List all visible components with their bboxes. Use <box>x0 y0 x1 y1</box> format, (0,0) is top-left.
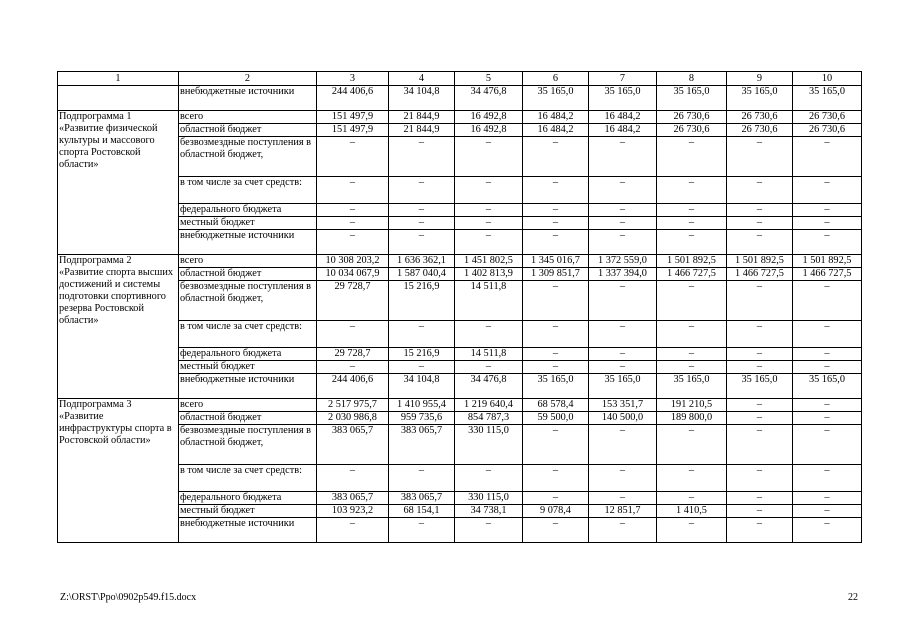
value-cell: – <box>793 177 862 204</box>
value-cell: 1 466 727,5 <box>793 268 862 281</box>
table-row <box>58 255 862 268</box>
value-cell: 383 065,7 <box>317 492 389 505</box>
value-cell: 35 165,0 <box>793 86 862 111</box>
value-cell: 12 851,7 <box>589 505 657 518</box>
funding-source-cell: внебюджетные источники <box>179 86 317 111</box>
value-cell: – <box>589 465 657 492</box>
funding-source-cell: местный бюджет <box>179 505 317 518</box>
value-cell: – <box>523 281 589 321</box>
value-cell: 383 065,7 <box>317 425 389 465</box>
value-cell: – <box>589 425 657 465</box>
funding-source-cell: областной бюджет <box>179 268 317 281</box>
value-cell: – <box>523 465 589 492</box>
funding-source-cell: безвозмездные поступления в областной бюджет, <box>179 137 317 177</box>
table-row <box>58 111 862 124</box>
value-cell: – <box>389 204 455 217</box>
value-cell: 244 406,6 <box>317 86 389 111</box>
funding-source-cell: областной бюджет <box>179 412 317 425</box>
value-cell: 26 730,6 <box>657 124 727 137</box>
value-cell: 34 476,8 <box>455 86 523 111</box>
value-cell: 34 738,1 <box>455 505 523 518</box>
value-cell: – <box>657 204 727 217</box>
value-cell: 16 484,2 <box>589 124 657 137</box>
value-cell: 1 587 040,4 <box>389 268 455 281</box>
value-cell: 1 410 955,4 <box>389 399 455 412</box>
value-cell: – <box>523 177 589 204</box>
value-cell: 35 165,0 <box>523 374 589 399</box>
value-cell: – <box>523 217 589 230</box>
table-row <box>58 217 862 230</box>
value-cell: – <box>793 321 862 348</box>
value-cell: 26 730,6 <box>657 111 727 124</box>
value-cell: 1 309 851,7 <box>523 268 589 281</box>
funding-source-cell: в том числе за счет средств: <box>179 177 317 204</box>
table-row <box>58 281 862 321</box>
value-cell: – <box>589 518 657 543</box>
value-cell: – <box>727 217 793 230</box>
header-row <box>58 72 862 86</box>
value-cell: – <box>727 137 793 177</box>
value-cell: 151 497,9 <box>317 124 389 137</box>
value-cell: 14 511,8 <box>455 281 523 321</box>
value-cell: – <box>657 217 727 230</box>
value-cell: 330 115,0 <box>455 425 523 465</box>
value-cell: – <box>657 361 727 374</box>
value-cell: – <box>727 177 793 204</box>
column-header: 8 <box>657 72 727 86</box>
value-cell: 68 154,1 <box>389 505 455 518</box>
column-header: 7 <box>589 72 657 86</box>
value-cell: – <box>657 281 727 321</box>
value-cell: – <box>793 348 862 361</box>
funding-source-cell: областной бюджет <box>179 124 317 137</box>
value-cell: – <box>389 177 455 204</box>
column-header: 3 <box>317 72 389 86</box>
value-cell: – <box>523 425 589 465</box>
subprogram-title-cell: Подпрограмма 2 «Развитие спорта высших достижений и системы подготовки спортивного резерва Ростовской области» <box>58 255 179 399</box>
value-cell: 189 800,0 <box>657 412 727 425</box>
value-cell: – <box>793 412 862 425</box>
value-cell: 35 165,0 <box>727 374 793 399</box>
value-cell: – <box>317 217 389 230</box>
value-cell: 383 065,7 <box>389 425 455 465</box>
value-cell: – <box>389 321 455 348</box>
value-cell: – <box>727 230 793 255</box>
value-cell: 68 578,4 <box>523 399 589 412</box>
value-cell: – <box>727 361 793 374</box>
value-cell: – <box>317 465 389 492</box>
value-cell: – <box>589 137 657 177</box>
value-cell: 29 728,7 <box>317 281 389 321</box>
value-cell: 26 730,6 <box>727 124 793 137</box>
value-cell: – <box>317 230 389 255</box>
value-cell: 16 484,2 <box>523 124 589 137</box>
value-cell: – <box>317 177 389 204</box>
value-cell: – <box>793 465 862 492</box>
value-cell: 1 466 727,5 <box>727 268 793 281</box>
column-header: 4 <box>389 72 455 86</box>
table-row <box>58 177 862 204</box>
value-cell: – <box>455 465 523 492</box>
table-row <box>58 374 862 399</box>
funding-source-cell: в том числе за счет средств: <box>179 321 317 348</box>
table-row <box>58 230 862 255</box>
value-cell: – <box>389 230 455 255</box>
subprogram-title-cell: Подпрограмма 3 «Развитие инфраструктуры спорта в Ростовской области» <box>58 399 179 543</box>
table-row <box>58 518 862 543</box>
funding-source-cell: местный бюджет <box>179 217 317 230</box>
value-cell: – <box>793 281 862 321</box>
value-cell: – <box>657 137 727 177</box>
table-body <box>58 72 862 543</box>
funding-source-cell: внебюджетные источники <box>179 374 317 399</box>
value-cell: – <box>589 217 657 230</box>
value-cell: – <box>727 412 793 425</box>
value-cell: 330 115,0 <box>455 492 523 505</box>
table-row <box>58 361 862 374</box>
value-cell: – <box>523 321 589 348</box>
value-cell: – <box>793 505 862 518</box>
value-cell: – <box>657 177 727 204</box>
value-cell: 35 165,0 <box>523 86 589 111</box>
value-cell: 153 351,7 <box>589 399 657 412</box>
footer-page-number: 22 <box>848 592 858 603</box>
table-row <box>58 399 862 412</box>
table-row <box>58 268 862 281</box>
value-cell: 1 219 640,4 <box>455 399 523 412</box>
value-cell: – <box>455 177 523 204</box>
value-cell: – <box>727 321 793 348</box>
value-cell: – <box>389 518 455 543</box>
value-cell: 16 492,8 <box>455 124 523 137</box>
value-cell: – <box>657 518 727 543</box>
value-cell: – <box>317 361 389 374</box>
funding-source-cell: федерального бюджета <box>179 348 317 361</box>
value-cell: – <box>727 465 793 492</box>
value-cell: – <box>389 217 455 230</box>
value-cell: 140 500,0 <box>589 412 657 425</box>
funding-source-cell: местный бюджет <box>179 361 317 374</box>
value-cell: 15 216,9 <box>389 348 455 361</box>
value-cell: – <box>389 137 455 177</box>
column-header: 2 <box>179 72 317 86</box>
table-row <box>58 348 862 361</box>
funding-source-cell: всего <box>179 399 317 412</box>
value-cell: – <box>523 348 589 361</box>
value-cell: – <box>727 425 793 465</box>
value-cell: – <box>455 321 523 348</box>
value-cell: – <box>793 518 862 543</box>
funding-source-cell: безвозмездные поступления в областной бюджет, <box>179 281 317 321</box>
value-cell: 9 078,4 <box>523 505 589 518</box>
value-cell: 1 402 813,9 <box>455 268 523 281</box>
funding-source-cell: федерального бюджета <box>179 492 317 505</box>
value-cell: 26 730,6 <box>793 111 862 124</box>
value-cell: 35 165,0 <box>727 86 793 111</box>
value-cell: – <box>589 361 657 374</box>
value-cell: – <box>589 492 657 505</box>
value-cell: 21 844,9 <box>389 111 455 124</box>
value-cell: 14 511,8 <box>455 348 523 361</box>
table-row <box>58 204 862 217</box>
value-cell: 35 165,0 <box>793 374 862 399</box>
value-cell: – <box>727 204 793 217</box>
table-row <box>58 492 862 505</box>
empty-cell <box>58 86 179 111</box>
value-cell: – <box>793 492 862 505</box>
value-cell: – <box>317 204 389 217</box>
value-cell: – <box>589 321 657 348</box>
value-cell: – <box>389 361 455 374</box>
funding-source-cell: всего <box>179 255 317 268</box>
value-cell: – <box>657 321 727 348</box>
value-cell: – <box>657 230 727 255</box>
value-cell: – <box>389 465 455 492</box>
value-cell: – <box>793 230 862 255</box>
value-cell: – <box>317 137 389 177</box>
value-cell: 16 484,2 <box>523 111 589 124</box>
funding-source-cell: безвозмездные поступления в областной бюджет, <box>179 425 317 465</box>
value-cell: – <box>589 230 657 255</box>
value-cell: – <box>589 348 657 361</box>
value-cell: 1 451 802,5 <box>455 255 523 268</box>
value-cell: 1 636 362,1 <box>389 255 455 268</box>
value-cell: 35 165,0 <box>657 86 727 111</box>
value-cell: – <box>523 204 589 217</box>
value-cell: 2 517 975,7 <box>317 399 389 412</box>
value-cell: 26 730,6 <box>727 111 793 124</box>
value-cell: – <box>317 518 389 543</box>
value-cell: 10 034 067,9 <box>317 268 389 281</box>
value-cell: 103 923,2 <box>317 505 389 518</box>
column-header: 9 <box>727 72 793 86</box>
value-cell: – <box>793 361 862 374</box>
value-cell: 21 844,9 <box>389 124 455 137</box>
value-cell: 244 406,6 <box>317 374 389 399</box>
funding-source-cell: в том числе за счет средств: <box>179 465 317 492</box>
value-cell: – <box>727 505 793 518</box>
value-cell: 1 501 892,5 <box>727 255 793 268</box>
table-row <box>58 137 862 177</box>
value-cell: 2 030 986,8 <box>317 412 389 425</box>
value-cell: 34 476,8 <box>455 374 523 399</box>
value-cell: – <box>455 204 523 217</box>
table-row <box>58 425 862 465</box>
value-cell: – <box>793 137 862 177</box>
value-cell: – <box>657 425 727 465</box>
value-cell: – <box>727 399 793 412</box>
value-cell: 15 216,9 <box>389 281 455 321</box>
value-cell: – <box>317 321 389 348</box>
value-cell: 35 165,0 <box>657 374 727 399</box>
value-cell: – <box>657 348 727 361</box>
value-cell: – <box>727 492 793 505</box>
value-cell: 16 484,2 <box>589 111 657 124</box>
value-cell: 59 500,0 <box>523 412 589 425</box>
funding-source-cell: всего <box>179 111 317 124</box>
value-cell: 16 492,8 <box>455 111 523 124</box>
column-header: 6 <box>523 72 589 86</box>
funding-source-cell: внебюджетные источники <box>179 518 317 543</box>
column-header: 10 <box>793 72 862 86</box>
value-cell: 959 735,6 <box>389 412 455 425</box>
value-cell: 1 410,5 <box>657 505 727 518</box>
value-cell: – <box>793 425 862 465</box>
footer-file-path: Z:\ORST\Ppo\0902p549.f15.docx <box>60 592 197 603</box>
column-header: 5 <box>455 72 523 86</box>
value-cell: – <box>455 230 523 255</box>
value-cell: 854 787,3 <box>455 412 523 425</box>
table-row <box>58 124 862 137</box>
value-cell: 10 308 203,2 <box>317 255 389 268</box>
value-cell: 151 497,9 <box>317 111 389 124</box>
value-cell: – <box>523 137 589 177</box>
funding-source-cell: федерального бюджета <box>179 204 317 217</box>
column-header: 1 <box>58 72 179 86</box>
value-cell: – <box>589 177 657 204</box>
value-cell: – <box>657 465 727 492</box>
table-row <box>58 321 862 348</box>
value-cell: – <box>727 281 793 321</box>
value-cell: – <box>523 518 589 543</box>
value-cell: 29 728,7 <box>317 348 389 361</box>
value-cell: 1 501 892,5 <box>657 255 727 268</box>
value-cell: 191 210,5 <box>657 399 727 412</box>
value-cell: – <box>793 399 862 412</box>
table-row <box>58 412 862 425</box>
funding-source-cell: внебюджетные источники <box>179 230 317 255</box>
value-cell: 34 104,8 <box>389 86 455 111</box>
value-cell: 383 065,7 <box>389 492 455 505</box>
value-cell: – <box>589 204 657 217</box>
value-cell: – <box>523 230 589 255</box>
value-cell: – <box>455 518 523 543</box>
value-cell: – <box>793 217 862 230</box>
value-cell: 26 730,6 <box>793 124 862 137</box>
value-cell: – <box>455 137 523 177</box>
value-cell: – <box>727 348 793 361</box>
value-cell: – <box>523 361 589 374</box>
table-row <box>58 505 862 518</box>
value-cell: 1 501 892,5 <box>793 255 862 268</box>
table-row <box>58 465 862 492</box>
value-cell: 35 165,0 <box>589 374 657 399</box>
table-row <box>58 86 862 111</box>
value-cell: – <box>657 492 727 505</box>
value-cell: 34 104,8 <box>389 374 455 399</box>
value-cell: – <box>523 492 589 505</box>
value-cell: 1 337 394,0 <box>589 268 657 281</box>
value-cell: – <box>589 281 657 321</box>
value-cell: 1 466 727,5 <box>657 268 727 281</box>
subprogram-title-cell: Подпрограмма 1 «Развитие физической культуры и массового спорта Ростовской области» <box>58 111 179 255</box>
value-cell: – <box>727 518 793 543</box>
value-cell: – <box>455 361 523 374</box>
value-cell: 1 345 016,7 <box>523 255 589 268</box>
value-cell: 1 372 559,0 <box>589 255 657 268</box>
value-cell: 35 165,0 <box>589 86 657 111</box>
value-cell: – <box>455 217 523 230</box>
funding-table <box>57 71 862 543</box>
value-cell: – <box>793 204 862 217</box>
